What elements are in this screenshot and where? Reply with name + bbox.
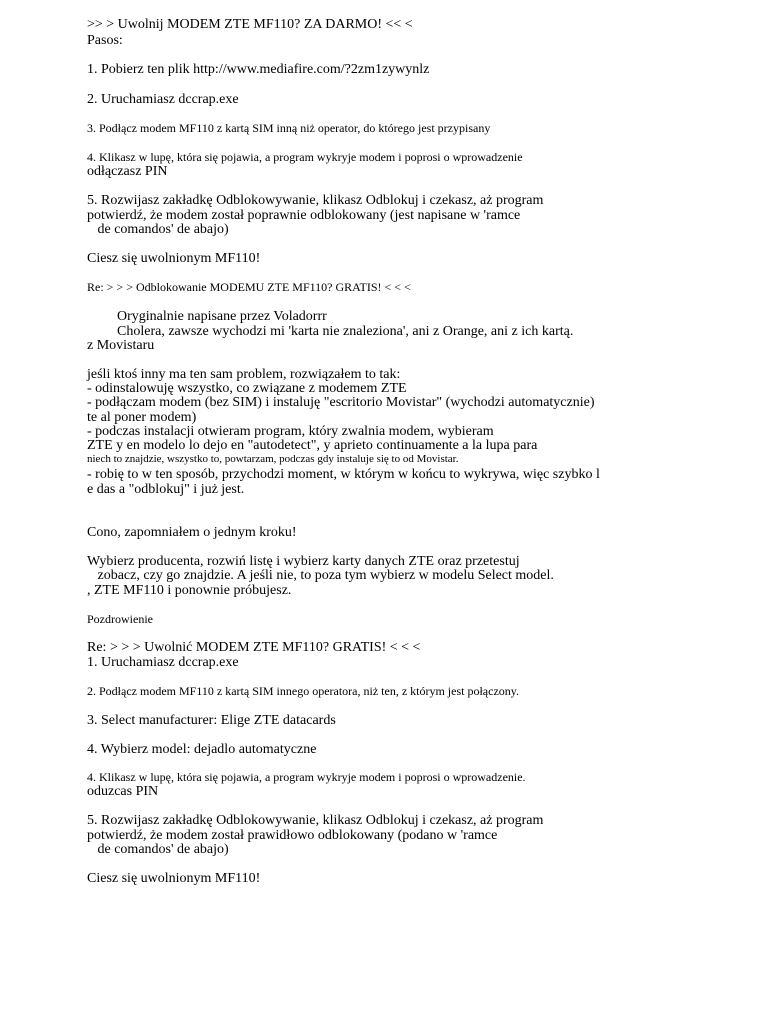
post2-quote-author: Oryginalnie napisane przez Voladorrr [117,309,327,324]
post3-title: Re: > > > Uwolnić MODEM ZTE MF110? GRATIS! < < < [87,640,421,655]
post1-title: >> > Uwolnij MODEM ZTE MF110? ZA DARMO! << < [87,17,413,32]
post2-paragraph: ZTE y en modelo lo dejo en "autodetect", y aprieto continuamente a la lupa para [87,438,538,453]
post3-step4: 4. Wybierz model: dejadlo automatyczne [87,742,317,757]
post1-step1: 1. Pobierz ten plik http://www.mediafire.com/?2zm1zywynlz [87,62,430,77]
post3-step4b-line2: oduzcas PIN [87,784,159,799]
post2-quote-text-cont: z Movistaru [87,338,155,353]
post2-paragraph: - odinstalowuję wszystko, co związane z modemem ZTE [87,381,407,396]
post2-paragraph: Wybierz producenta, rozwiń listę i wybierz karty danych ZTE oraz przetestuj [87,554,520,569]
post3-closing: Ciesz się uwolnionym MF110! [87,871,261,886]
post1-step5-line1: 5. Rozwijasz zakładkę Odblokowywanie, klikasz Odblokuj i czekasz, aż program [87,193,544,208]
post2-paragraph: - podczas instalacji otwieram program, który zwalnia modem, wybieram [87,424,494,439]
post3-step2: 2. Podłącz modem MF110 z kartą SIM innego operatora, niż ten, z którym jest połączony. [87,684,519,698]
post3-step5-line1: 5. Rozwijasz zakładkę Odblokowywanie, klikasz Odblokuj i czekasz, aż program [87,813,544,828]
post1-closing: Ciesz się uwolnionym MF110! [87,251,261,266]
post2-signoff: Pozdrowienie [87,612,153,626]
post1-step4-line1: 4. Klikasz w lupę, która się pojawia, a program wykryje modem i poprosi o wprowadzenie [87,150,523,164]
post2-paragraph: - podłączam modem (bez SIM) i instaluję "escritorio Movistar" (wychodzi automatycznie) [87,395,595,410]
post3-step5-line3: de comandos' de abajo) [87,842,229,857]
post2-paragraph: niech to znajdzie, wszystko to, powtarzam, podczas gdy instaluje się to od Movistar. [87,453,459,465]
post2-paragraph: zobacz, czy go znajdzie. A jeśli nie, to poza tym wybierz w modelu Select model. [87,568,554,583]
post3-step3: 3. Select manufacturer: Elige ZTE datacards [87,713,336,728]
post1-step5-line3: de comandos' de abajo) [87,222,229,237]
post2-paragraph: te al poner modem) [87,410,197,425]
post1-step3: 3. Podłącz modem MF110 z kartą SIM inną niż operator, do którego jest przypisany [87,121,491,135]
post1-steps-label: Pasos: [87,33,123,48]
post1-step4-line2: odłączasz PIN [87,164,168,179]
post3-step4b-line1: 4. Klikasz w lupę, która się pojawia, a program wykryje modem i poprosi o wprowadzenie. [87,770,526,784]
post2-paragraph: e das a "odblokuj" i już jest. [87,482,245,497]
post3-step5-line2: potwierdź, że modem został prawidłowo odblokowany (podano w 'ramce [87,828,498,843]
post2-paragraph: - robię to w ten sposób, przychodzi moment, w którym w końcu to wykrywa, więc szybko l [87,467,600,482]
post2-quote-text: Cholera, zawsze wychodzi mi 'karta nie znaleziona', ani z Orange, ani z ich kartą. [117,324,574,339]
post1-step2: 2. Uruchamiasz dccrap.exe [87,92,239,107]
post3-step1: 1. Uruchamiasz dccrap.exe [87,655,239,670]
post2-paragraph: jeśli ktoś inny ma ten sam problem, rozwiązałem to tak: [87,367,401,382]
post1-step5-line2: potwierdź, że modem został poprawnie odblokowany (jest napisane w 'ramce [87,208,521,223]
post2-title: Re: > > > Odblokowanie MODEMU ZTE MF110? GRATIS! < < < [87,280,411,294]
post2-paragraph: Cono, zapomniałem o jednym kroku! [87,525,297,540]
post2-paragraph: , ZTE MF110 i ponownie próbujesz. [87,583,292,598]
